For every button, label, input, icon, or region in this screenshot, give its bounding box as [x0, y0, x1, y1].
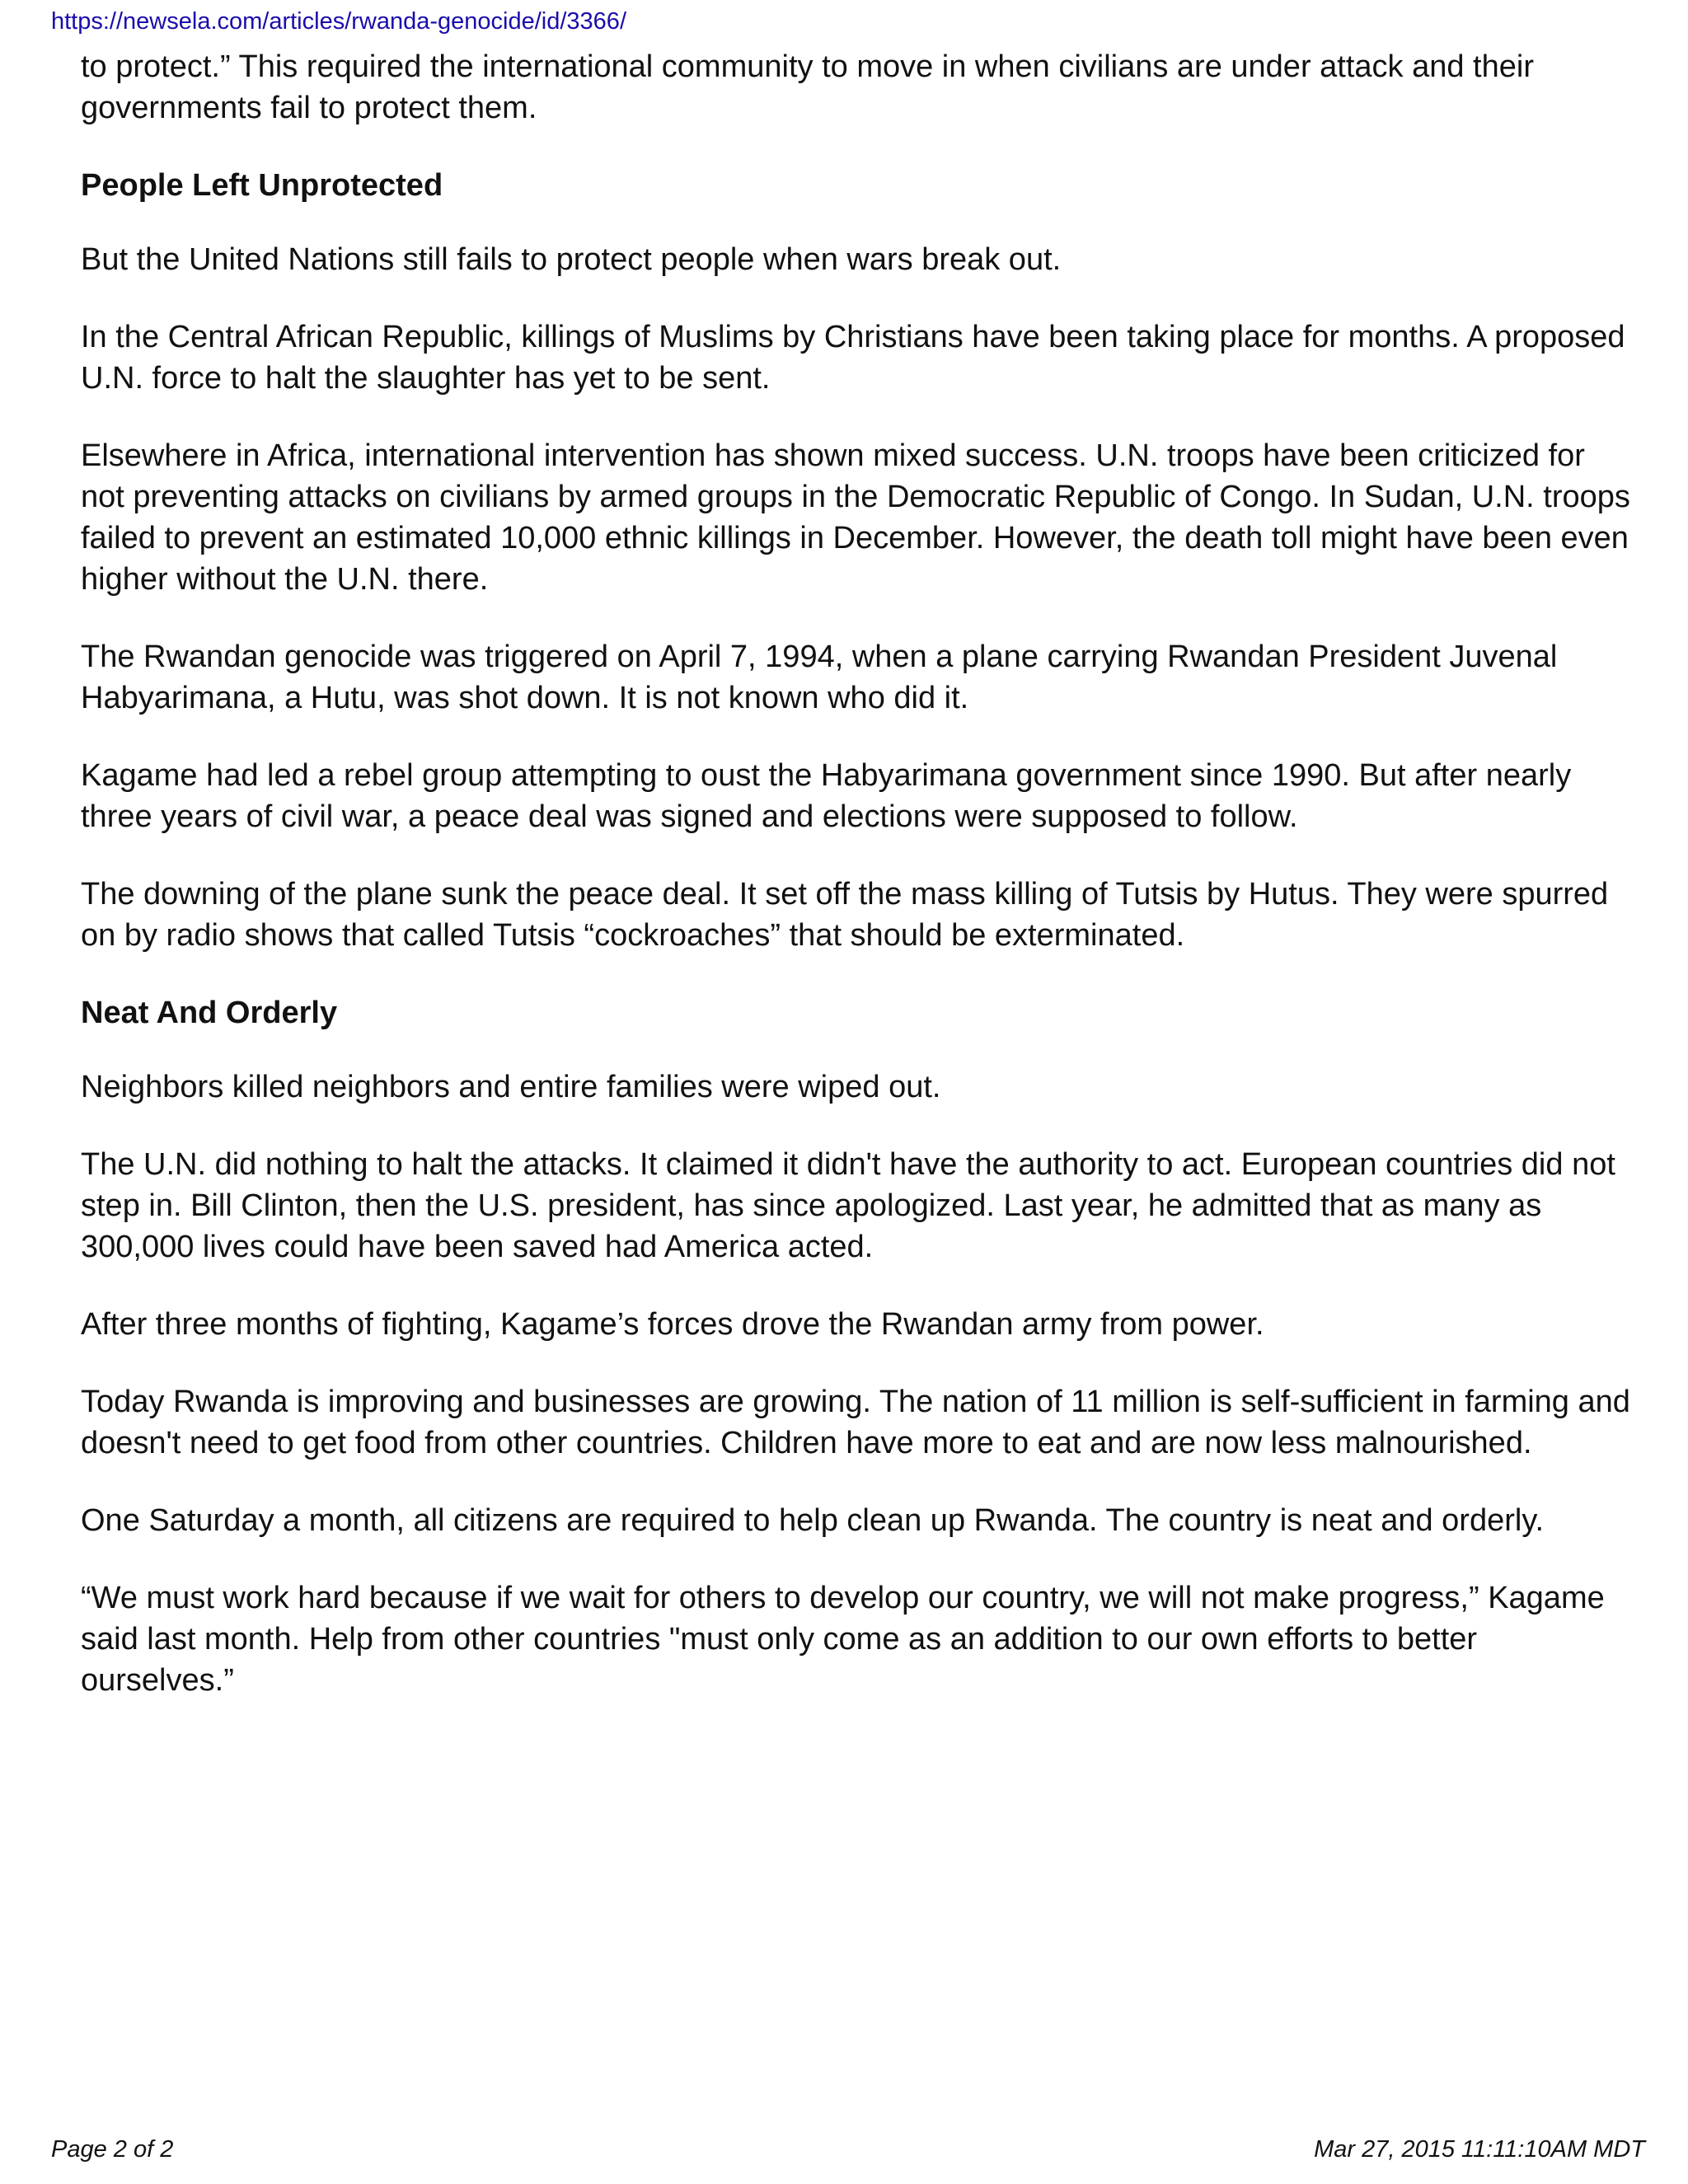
section-heading-neat-and-orderly: Neat And Orderly [81, 996, 338, 1030]
article-body [81, 46, 1630, 1737]
print-timestamp: Mar 27, 2015 11:11:10AM MDT [1314, 2136, 1645, 2163]
article-paragraph: The U.N. did nothing to halt the attacks. It claimed it didn't have the authority to act. European countries did not step in. Bill Clinton, then the U.S. president, has since apologized. Last year, he admitted that as many as 300,000 lives could have been saved had America acted. [81, 1147, 1615, 1264]
article-url-link[interactable]: https://newsela.com/articles/rwanda-genocide/id/3366/ [51, 8, 626, 35]
article-paragraph: In the Central African Republic, killings of Muslims by Christians have been taking place for months. A proposed U.N. force to halt the slaughter has yet to be sent. [81, 320, 1625, 396]
article-paragraph: Elsewhere in Africa, international intervention has shown mixed success. U.N. troops have been criticized for not preventing attacks on civilians by armed groups in the Democratic Republic of Congo. In Sudan, U.N. troops failed to prevent an estimated 10,000 ethnic killings in December. However, the death toll might have been even higher without the U.N. there. [81, 438, 1630, 597]
article-paragraph: The Rwandan genocide was triggered on April 7, 1994, when a plane carrying Rwandan President Juvenal Habyarimana, a Hutu, was shot down. It is not known who did it. [81, 640, 1558, 715]
article-paragraph: “We must work hard because if we wait for others to develop our country, we will not make progress,” Kagame said last month. Help from other countries "must only come as an addition to our own efforts to better ourselves.” [81, 1581, 1605, 1698]
article-paragraph: to protect.” This required the international community to move in when civilians are under attack and their governments fail to protect them. [81, 49, 1534, 125]
article-paragraph: The downing of the plane sunk the peace deal. It set off the mass killing of Tutsis by Hutus. They were spurred on by radio shows that called Tutsis “cockroaches” that should be exterminated. [81, 877, 1609, 953]
article-paragraph: Today Rwanda is improving and businesses are growing. The nation of 11 million is self-sufficient in farming and doesn't need to get food from other countries. Children have more to eat and are now less malnourished. [81, 1385, 1630, 1460]
section-heading-people-left-unprotected: People Left Unprotected [81, 168, 443, 203]
page-number-label: Page 2 of 2 [51, 2136, 174, 2163]
article-paragraph: One Saturday a month, all citizens are required to help clean up Rwanda. The country is neat and orderly. [81, 1503, 1545, 1538]
article-paragraph: But the United Nations still fails to protect people when wars break out. [81, 242, 1062, 277]
article-paragraph: Kagame had led a rebel group attempting to oust the Habyarimana government since 1990. But after nearly three years of civil war, a peace deal was signed and elections were supposed to follow. [81, 758, 1572, 834]
article-paragraph: Neighbors killed neighbors and entire families were wiped out. [81, 1070, 941, 1104]
article-paragraph: After three months of fighting, Kagame’s forces drove the Rwandan army from power. [81, 1307, 1264, 1342]
